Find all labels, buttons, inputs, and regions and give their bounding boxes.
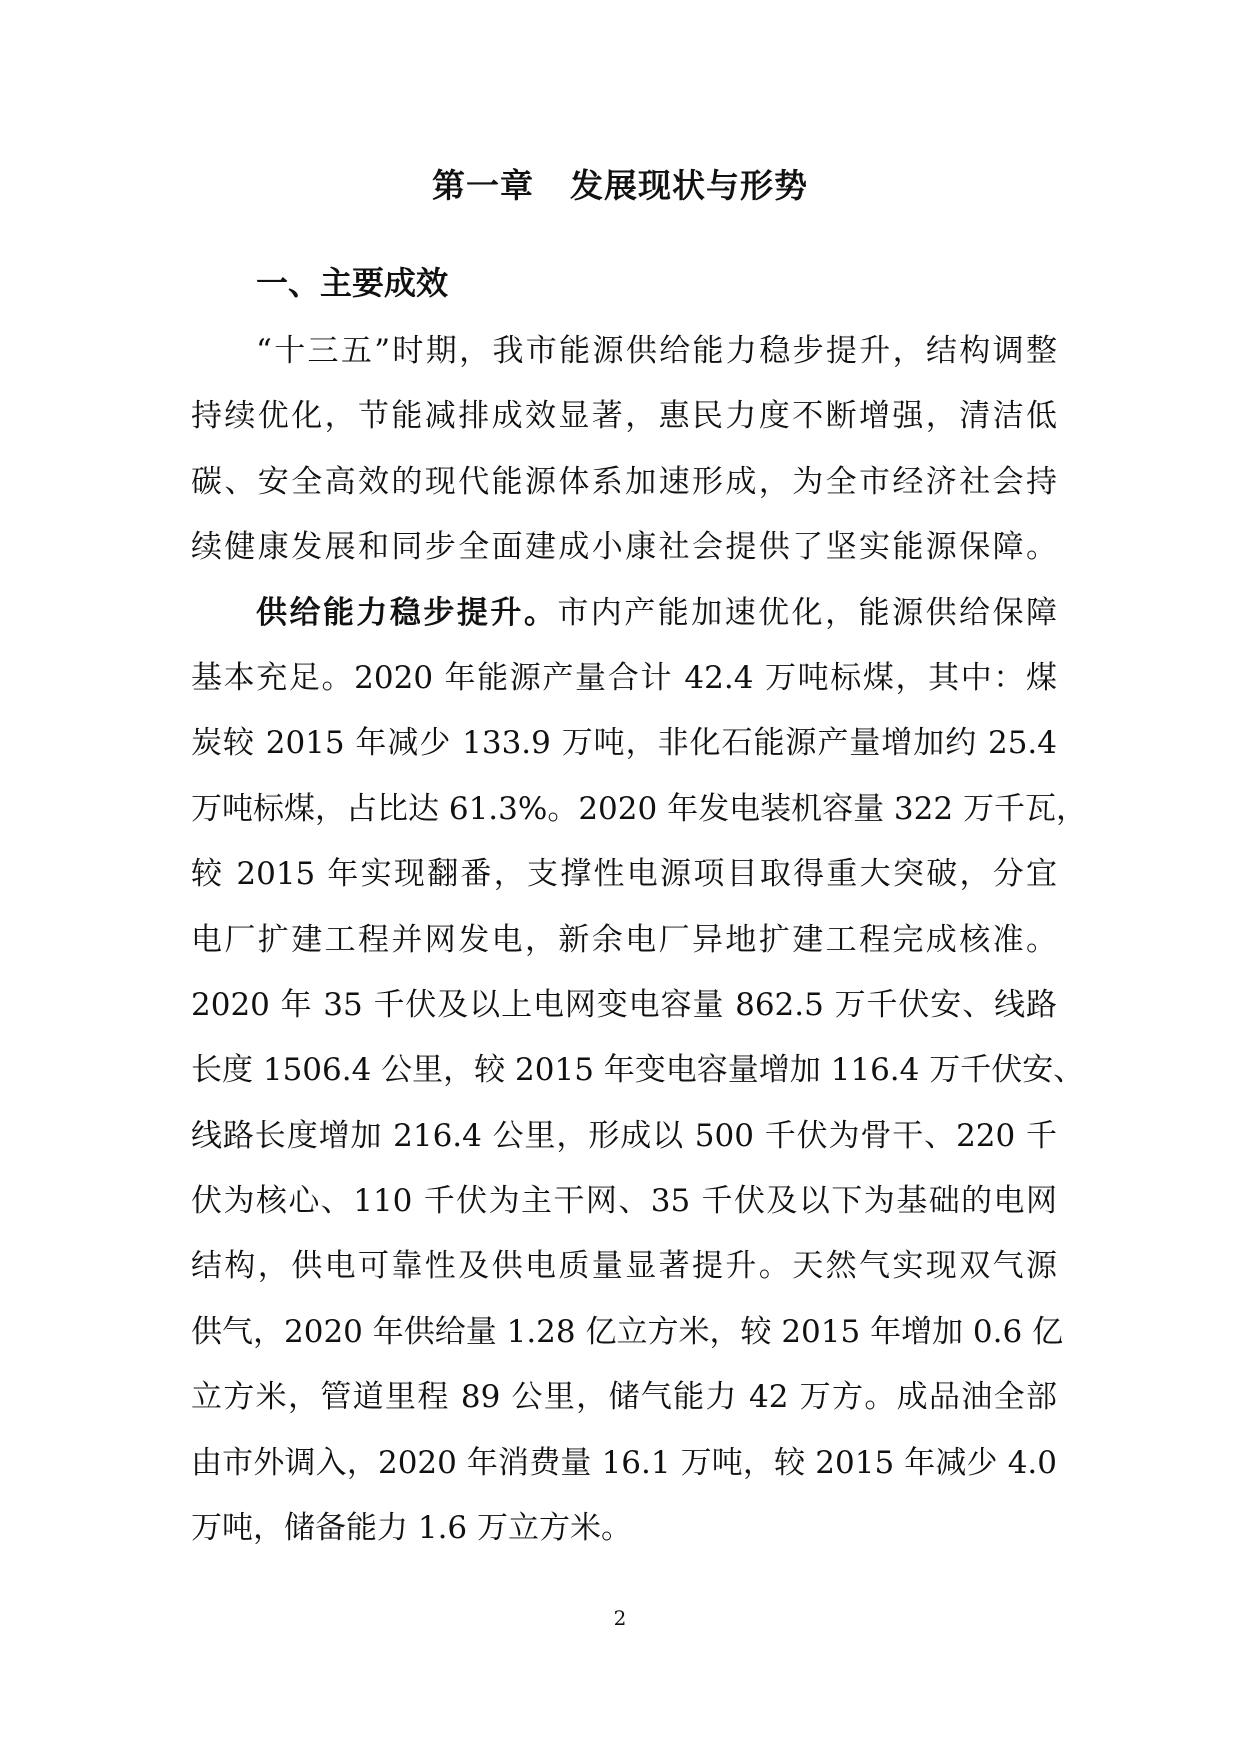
text-line: 电厂扩建工程并网发电，新余电厂异地扩建工程完成核准。 — [191, 921, 1057, 958]
text-line: 续健康发展和同步全面建成小康社会提供了坚实能源保障。 — [191, 529, 1057, 566]
text-line — [191, 588, 1057, 653]
chapter-name: 发展现状与形势 — [570, 166, 808, 205]
section-heading: 一、主要成效 — [256, 264, 449, 302]
text-line: 万吨标煤，占比达 61.3%。2020 年发电装机容量 322 万千瓦， — [191, 790, 1087, 827]
text-line: 结构，供电可靠性及供电质量显著提升。天然气实现双气源 — [191, 1248, 1057, 1285]
paragraph-lead: 供给能力稳步提升。 — [256, 594, 558, 631]
text-line: 持续优化，节能减排成效显著，惠民力度不断增强，清洁低 — [191, 398, 1057, 435]
document-body — [191, 326, 1087, 1568]
paragraph-overview — [191, 326, 1057, 588]
text-line: 2020 年 35 千伏及以上电网变电容量 862.5 万千伏安、线路 — [191, 986, 1057, 1023]
text-line: 碳、安全高效的现代能源体系加速形成，为全市经济社会持 — [191, 463, 1057, 500]
text-line: 基本充足。2020 年能源产量合计 42.4 万吨标煤，其中：煤 — [191, 659, 1057, 696]
text-line: 炭较 2015 年减少 133.9 万吨，非化石能源产量增加约 25.4 — [191, 725, 1057, 762]
chapter-number: 第一章 — [432, 166, 534, 205]
text-line: 供气，2020 年供给量 1.28 亿立方米，较 2015 年增加 0.6 亿 — [191, 1313, 1064, 1350]
paragraph-supply — [191, 588, 1087, 1569]
text-line: 线路长度增加 216.4 公里，形成以 500 千伏为骨干、220 千 — [191, 1117, 1057, 1154]
chapter-title — [0, 160, 1240, 207]
text-line: 长度 1506.4 公里，较 2015 年变电容量增加 116.4 万千伏安、 — [191, 1052, 1085, 1089]
page-number: 2 — [613, 1606, 627, 1630]
text-line: “十三五”时期，我市能源供给能力稳步提升，结构调整 — [256, 333, 1057, 369]
text-line: 伏为核心、110 千伏为主干网、35 千伏及以下为基础的电网 — [191, 1183, 1057, 1220]
text-line: 立方米，管道里程 89 公里，储气能力 42 万方。成品油全部 — [191, 1379, 1057, 1416]
text-line: 万吨，储备能力 1.6 万立方米。 — [191, 1510, 633, 1547]
text-line: 由市外调入，2020 年消费量 16.1 万吨，较 2015 年减少 4.0 — [191, 1444, 1057, 1481]
text-line: 较 2015 年实现翻番，支撑性电源项目取得重大突破，分宜 — [191, 856, 1057, 893]
text-span: 市内产能加速优化，能源供给保障 — [557, 594, 1058, 631]
